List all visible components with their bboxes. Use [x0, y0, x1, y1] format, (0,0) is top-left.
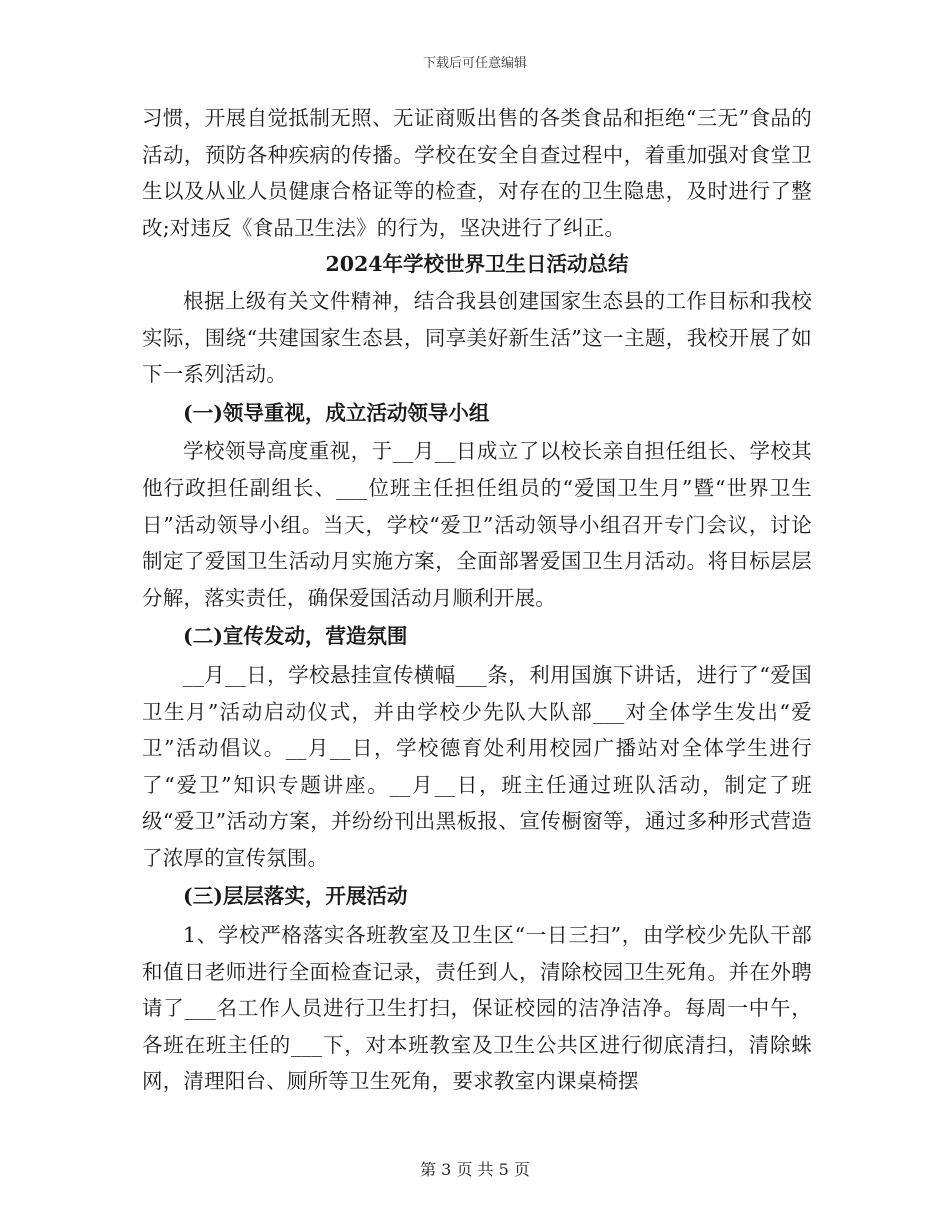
document-body	[142, 100, 812, 1100]
paragraph-section-3: 1、学校严格落实各班教室及卫生区“一日三扫”，由学校少先队干部和值日老师进行全面检查记录，责任到人，清除校园卫生死角。并在外聘请了___名工作人员进行卫生打扫，保证校园的洁净洁净。每周一中午，各班在班主任的___下，对本班教室及卫生公共区进行彻底清扫，清除蛛网，清理阳台、厕所等卫生死角，要求教室内课桌椅摆	[142, 923, 812, 1094]
section-heading-3: (三)层层落实，开展活动	[183, 884, 408, 909]
page-footer: 第 3 页 共 5 页	[420, 1160, 530, 1179]
paragraph-continued: 习惯，开展自觉抵制无照、无证商贩出售的各类食品和拒绝“三无”食品的活动，预防各种疾病的传播。学校在安全自查过程中，着重加强对食堂卫生以及从业人员健康合格证等的检查，对存在的卫生隐患，及时进行了整改;对违反《食品卫生法》的行为，坚决进行了纠正。	[142, 106, 812, 240]
section-heading-2: (二)宣传发动，营造氛围	[183, 624, 408, 649]
paragraph-intro: 根据上级有关文件精神，结合我县创建国家生态县的工作目标和我校实际，围绕“共建国家生态县，同享美好新生活”这一主题，我校开展了如下一系列活动。	[142, 288, 812, 387]
section-heading-1: (一)领导重视，成立活动领导小组	[183, 400, 490, 425]
paragraph-section-2: __月__日，学校悬挂宣传横幅___条，利用国旗下讲话，进行了“爱国卫生月”活动启动仪式，并由学校少先队大队部___对全体学生发出“爱卫”活动倡议。__月__日，学校德育处利用校园广播站对全体学生进行了“爱卫”知识专题讲座。__月__日，班主任通过班队活动，制定了班级“爱卫”活动方案，并纷纷刊出黑板报、宣传橱窗等，通过多种形式营造了浓厚的宣传氛围。	[142, 662, 812, 870]
page-header: 下载后可任意编辑	[422, 56, 527, 71]
document-title: 2024年学校世界卫生日活动总结	[325, 252, 629, 277]
paragraph-section-1: 学校领导高度重视，于__月__日成立了以校长亲自担任组长、学校其他行政担任副组长、___位班主任担任组员的“爱国卫生月”暨“世界卫生日”活动领导小组。当天，学校“爱卫”活动领导小组召开专门会议，讨论制定了爱国卫生活动月实施方案，全面部署爱国卫生月活动。将目标层层分解，落实责任，确保爱国活动月顺利开展。	[142, 439, 812, 610]
